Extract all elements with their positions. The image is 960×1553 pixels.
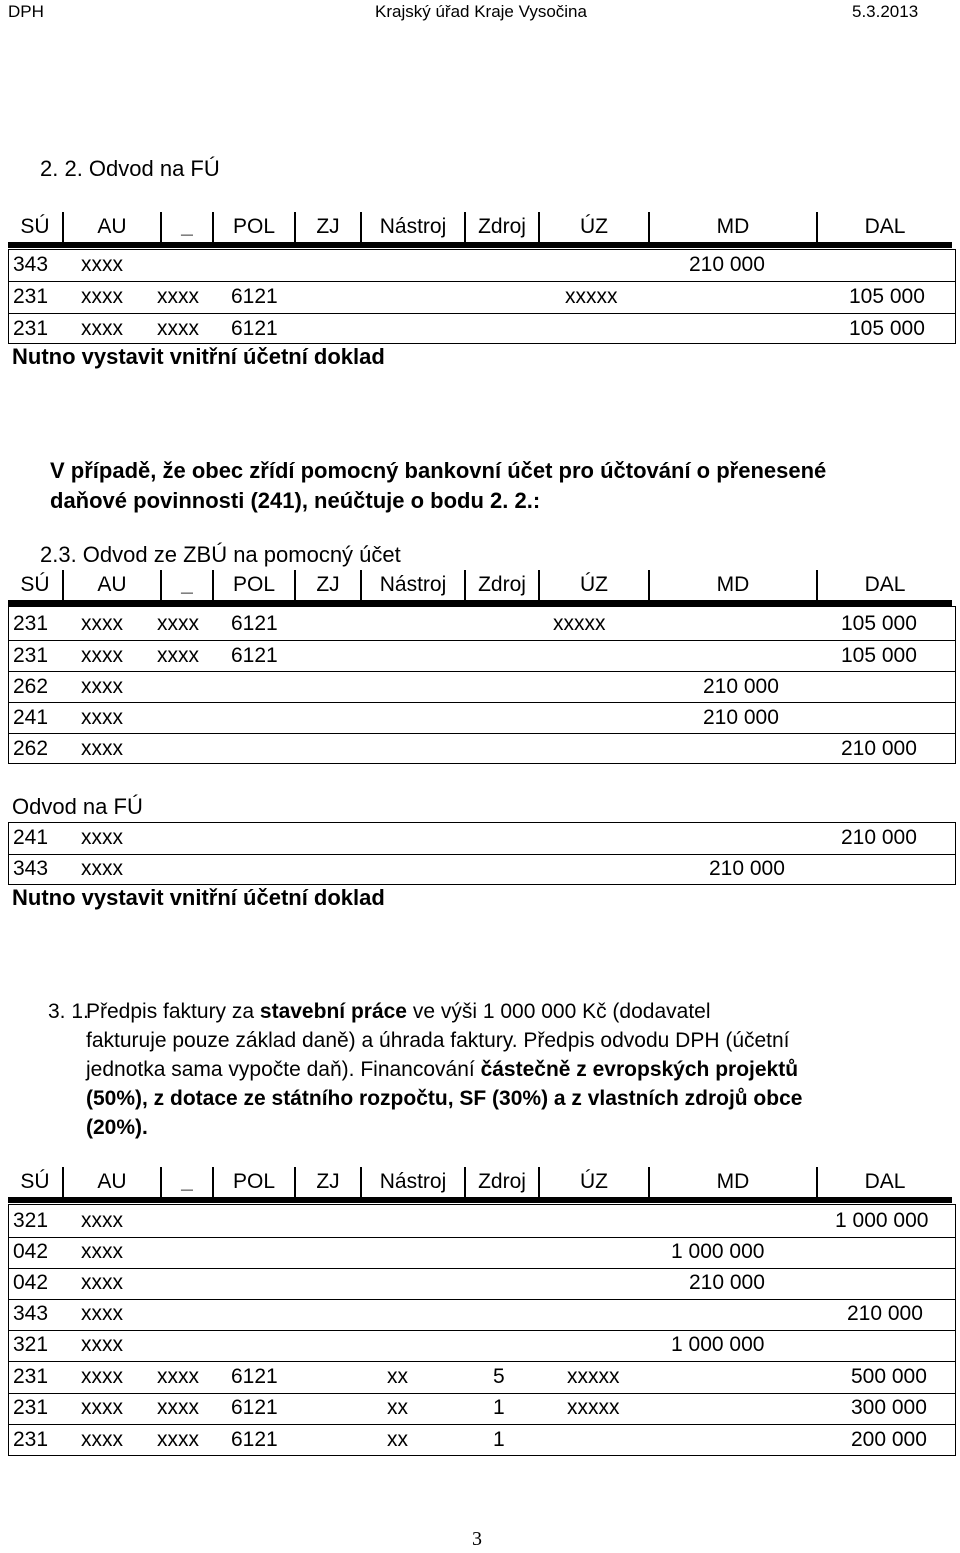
col-zdroj: Zdroj [478,215,526,238]
table-row: 241 xxxx 210 000 [13,826,917,849]
table-row: 321 xxxx 1 000 000 [13,1333,765,1356]
section-3-1-text: Předpis faktury za stavební práce ve výši 1 000 000 Kč (dodavatel fakturuje pouze základ daně) a úhrada faktury. Předpis odvodu DPH (účetní jednotka sama vypočte daň). Financování částečně z evropských projektů (50%), z dotace ze státního rozpočtu, SF (30%) a z vlastních zdrojů obce (20%). [86,1000,803,1139]
ledger-table-4 [8,1204,956,1456]
notice-line-2: daňové povinnosti (241), neúčtuje o bodu 2. 2.: [50,488,541,513]
table-header-2: SÚ AU _ POL ZJ Nástroj Zdroj ÚZ MD DAL [8,570,952,606]
header-center: Krajský úřad Kraje Vysočina [375,2,587,21]
col-md: MD [716,215,750,238]
table-row: 321 xxxx 1 000 000 [13,1209,929,1232]
table-header-1 [8,212,952,248]
table-row: 231 xxxx xxxx 6121 xxxxx 105 000 [13,612,917,635]
table-row: 241 xxxx 210 000 [13,706,779,729]
section-number-3-1: 3. 1. [48,1000,89,1023]
ledger-table-3 [8,822,956,885]
ledger-table-2 [8,606,956,764]
table-row: 343 xxxx 210 000 [13,1302,923,1325]
col-su: SÚ [20,215,50,238]
table-row: 231 xxxx xxxx 6121 105 000 [13,644,917,667]
table-row: 231 xxxx xxxx 6121 xx 1 xxxxx 300 000 [13,1396,927,1419]
note-internal-doc-1: Nutno vystavit vnitřní účetní doklad [12,344,385,369]
col-blank-marker: _ [181,1170,193,1193]
table-row: 231 xxxx xxxx 6121 105 000 [13,317,925,340]
col-au: AU [97,215,127,238]
table-row: 262 xxxx 210 000 [13,675,779,698]
table-row: 042 xxxx 1 000 000 [13,1240,765,1263]
table-row: 343 xxxx 210 000 [13,253,765,276]
col-nastroj: Nástroj [379,215,447,238]
table-row: 262 xxxx 210 000 [13,737,917,760]
header-date: 5.3.2013 [852,2,919,21]
table-row: 231 xxxx xxxx 6121 xx 1 200 000 [13,1428,927,1451]
col-pol: POL [232,215,276,238]
table-row: 343 xxxx 210 000 [13,857,785,880]
table-row: 231 xxxx xxxx 6121 xx 5 xxxxx 500 000 [13,1365,927,1388]
table-row: 231 xxxx xxxx 6121 xxxxx 105 000 [13,285,925,308]
section-title-2-3: 2.3. Odvod ze ZBÚ na pomocný účet [40,542,401,567]
section-title-2-2: 2. 2. Odvod na FÚ [40,156,220,181]
note-internal-doc-2: Nutno vystavit vnitřní účetní doklad [12,885,385,910]
col-zj: ZJ [316,215,340,238]
ledger-table-1 [8,249,956,344]
col-blank-marker: _ [181,573,193,596]
table-header-3: SÚ AU _ POL ZJ Nástroj Zdroj ÚZ MD DAL [8,1167,952,1203]
subtitle-odvod-na-fu: Odvod na FÚ [12,794,143,819]
notice-line-1: V případě, že obec zřídí pomocný bankovní účet pro účtování o přenesené [50,458,827,483]
table-row: 042 xxxx 210 000 [13,1271,765,1294]
col-dal: DAL [864,215,906,238]
header-left: DPH [8,2,44,21]
col-blank-marker: _ [181,215,193,238]
col-uz: ÚZ [580,215,608,238]
page-number: 3 [472,1528,482,1550]
